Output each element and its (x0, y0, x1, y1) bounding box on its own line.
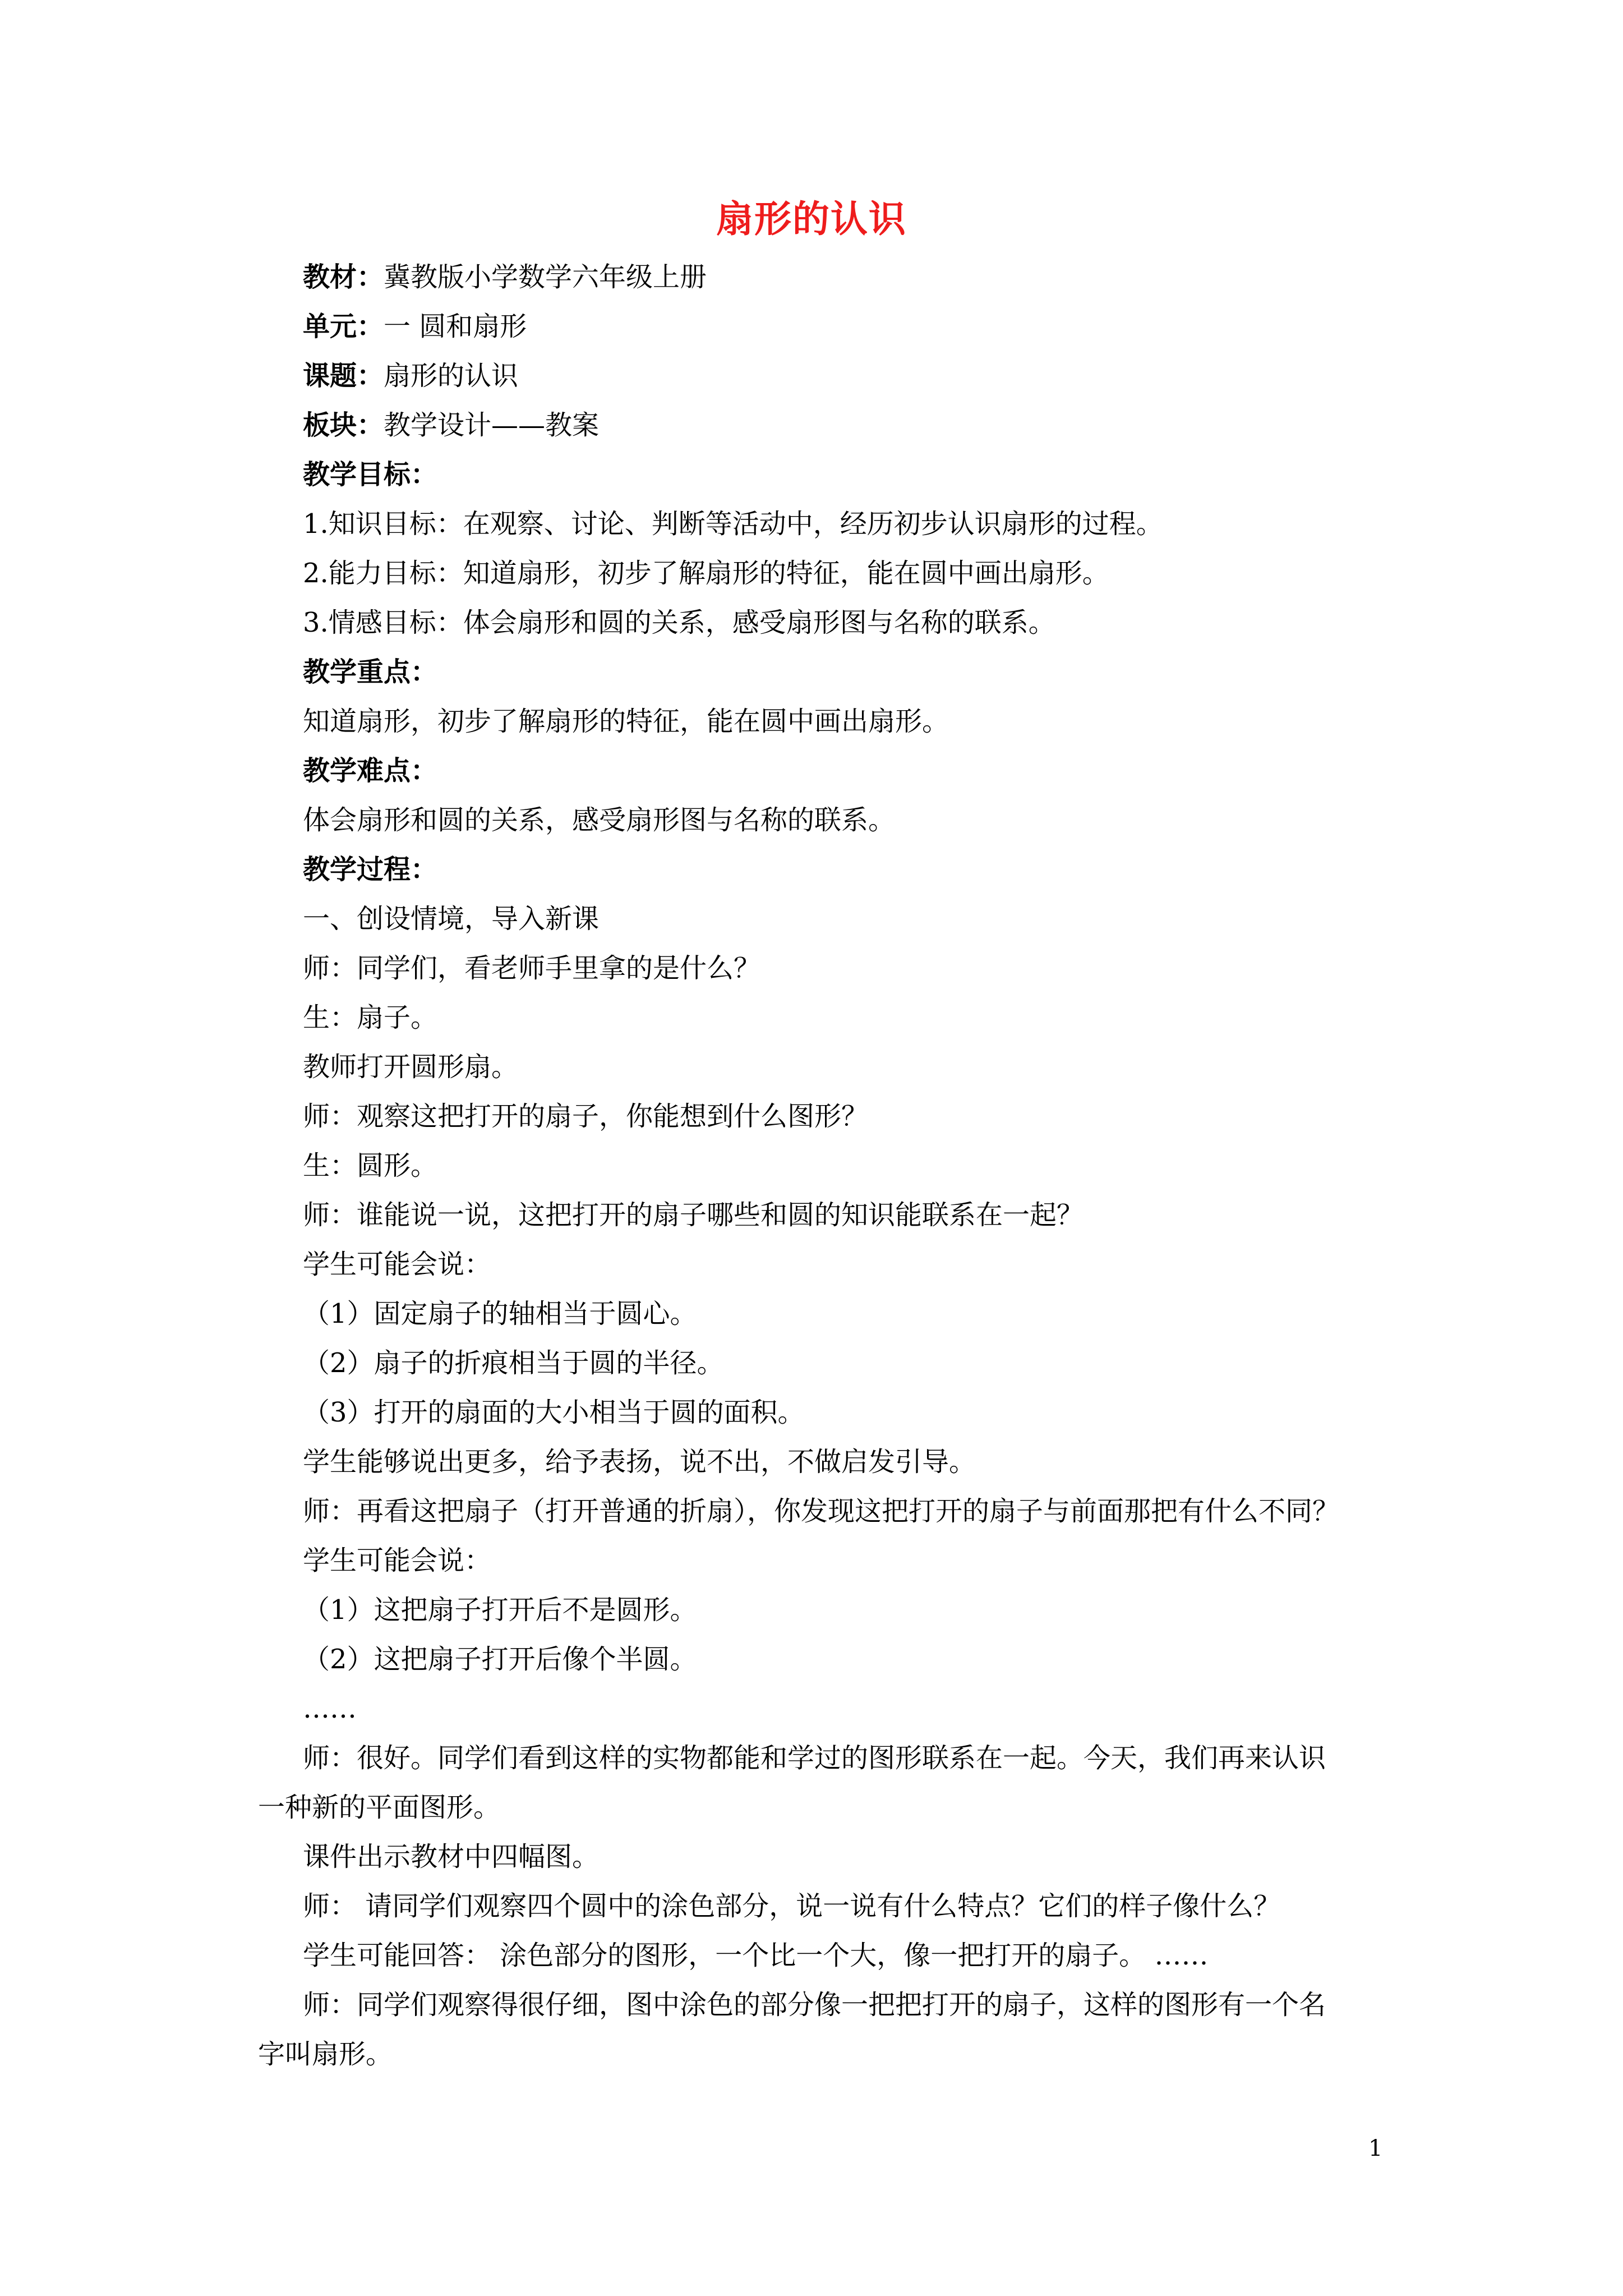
paragraph-line: （1）这把扇子打开后不是圆形。 (303, 1594, 697, 1626)
paragraph-line: …… (303, 1693, 357, 1724)
meta-line-textbook: 教材：冀教版小学数学六年级上册 (303, 261, 707, 293)
paragraph-line: 师： 请同学们观察四个圆中的涂色部分，说一说有什么特点？它们的样子像什么？ (303, 1890, 1281, 1922)
paragraph-line: 字叫扇形。 (258, 2039, 393, 2070)
paragraph-line: （2）这把扇子打开后像个半圆。 (303, 1644, 697, 1675)
paragraph-line: 学生能够说出更多，给予表扬，说不出，不做启发引导。 (303, 1446, 976, 1478)
meta-line-section: 板块：教学设计——教案 (303, 409, 600, 441)
paragraph-line: 学生可能会说： (303, 1249, 492, 1280)
section-heading: 教学过程： (303, 854, 438, 885)
paragraph-line: 课件出示教材中四幅图。 (303, 1841, 600, 1872)
paragraph-line: （1）固定扇子的轴相当于圆心。 (303, 1298, 697, 1329)
meta-line-unit: 单元：一 圆和扇形 (303, 311, 527, 342)
document-title: 扇形的认识 (716, 197, 907, 241)
paragraph-line: 生：扇子。 (303, 1002, 438, 1033)
paragraph-line: 师：谁能说一说，这把打开的扇子哪些和圆的知识能联系在一起？ (303, 1199, 1084, 1231)
paragraph-line: 一、创设情境，导入新课 (303, 903, 600, 935)
paragraph-line: 2.能力目标：知道扇形，初步了解扇形的特征，能在圆中画出扇形。 (303, 558, 1109, 589)
paragraph-line: 体会扇形和圆的关系，感受扇形图与名称的联系。 (303, 804, 896, 836)
paragraph-line: 师：同学们，看老师手里拿的是什么？ (303, 953, 761, 984)
paragraph-line: 3.情感目标：体会扇形和圆的关系，感受扇形图与名称的联系。 (303, 607, 1055, 638)
paragraph-line: 师：同学们观察得很仔细，图中涂色的部分像一把把打开的扇子，这样的图形有一个名 (303, 1989, 1326, 2021)
paragraph-line: 师：观察这把打开的扇子，你能想到什么图形？ (303, 1101, 869, 1132)
section-heading: 教学重点： (303, 656, 438, 688)
paragraph-line: 教师打开圆形扇。 (303, 1051, 519, 1083)
paragraph-line: 学生可能会说： (303, 1545, 492, 1576)
paragraph-line: 知道扇形，初步了解扇形的特征，能在圆中画出扇形。 (303, 706, 949, 737)
paragraph-line: 1.知识目标：在观察、讨论、判断等活动中，经历初步认识扇形的过程。 (303, 508, 1163, 540)
paragraph-line: 生：圆形。 (303, 1150, 438, 1181)
paragraph-line: 师：很好。同学们看到这样的实物都能和学过的图形联系在一起。今天，我们再来认识 (303, 1742, 1326, 1774)
paragraph-line: 学生可能回答： 涂色部分的图形，一个比一个大，像一把打开的扇子。 …… (303, 1940, 1209, 1971)
page-number: 1 (1368, 2136, 1383, 2161)
paragraph-line: （3）打开的扇面的大小相当于圆的面积。 (303, 1397, 805, 1428)
paragraph-line: 一种新的平面图形。 (258, 1792, 501, 1823)
document-body (258, 252, 1385, 2079)
section-heading: 教学目标： (303, 459, 438, 490)
body-lines (258, 450, 1385, 2079)
section-heading: 教学难点： (303, 755, 438, 786)
meta-line-topic: 课题：扇形的认识 (303, 360, 519, 392)
paragraph-line: （2）扇子的折痕相当于圆的半径。 (303, 1347, 724, 1379)
paragraph-line: 师：再看这把扇子（打开普通的折扇），你发现这把打开的扇子与前面那把有什么不同？ (303, 1496, 1340, 1527)
